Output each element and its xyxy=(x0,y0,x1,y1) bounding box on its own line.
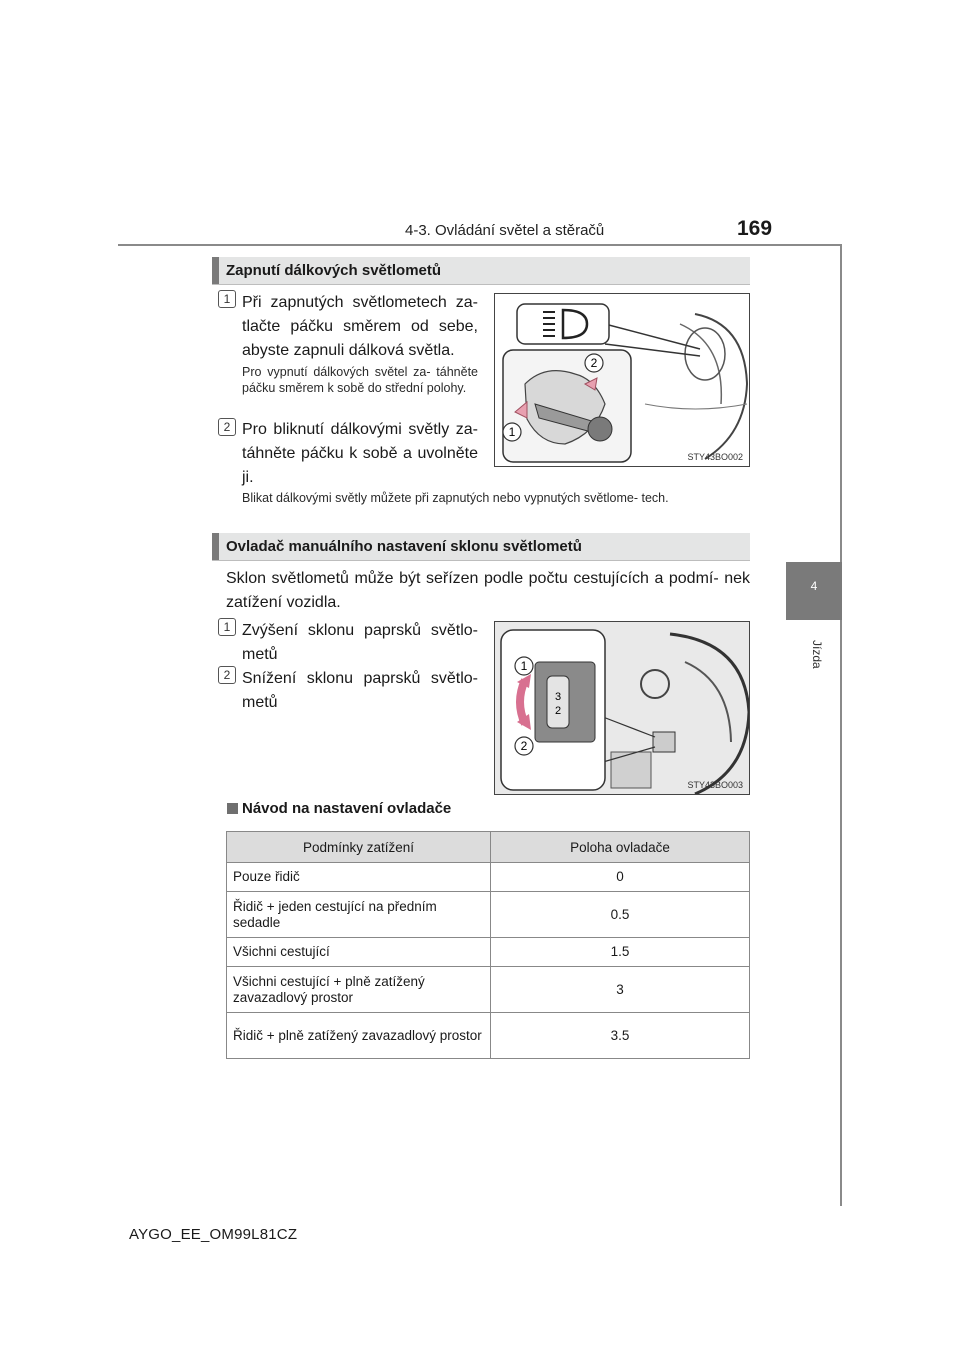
position-cell: 0 xyxy=(491,863,750,892)
section-title: Ovladač manuálního nastavení sklonu světlometů xyxy=(226,538,582,555)
item-text: Zvýšení sklonu paprsků světlo- metů xyxy=(242,622,478,663)
table-row xyxy=(227,938,750,967)
dial-mark: 3 xyxy=(554,691,562,703)
table-row xyxy=(227,1013,750,1059)
step-badge: 2 xyxy=(218,418,236,436)
intro-text: Sklon světlometů může být seřízen podle počtu cestujících a podmí- nek zatížení vozidla. xyxy=(226,570,750,611)
position-cell: 3.5 xyxy=(491,1013,750,1059)
dial-illustration xyxy=(494,621,750,795)
condition-cell: Řidič + plně zatížený zavazadlový prostor xyxy=(227,1013,491,1059)
section-heading-leveling xyxy=(212,533,750,561)
figure-label: STY43BO003 xyxy=(687,780,743,790)
guide-title: Návod na nastavení ovladače xyxy=(242,800,452,817)
side-rule xyxy=(840,246,842,1206)
note-text: Blikat dálkovými světly můžete při zapnutých nebo vypnutých světlome- tech. xyxy=(242,491,669,505)
callout-2: 2 xyxy=(520,739,528,753)
table-row xyxy=(227,892,750,938)
table-row xyxy=(227,863,750,892)
step-badge: 1 xyxy=(218,290,236,308)
condition-cell: Všichni cestující xyxy=(227,938,491,967)
note-text: Pro vypnutí dálkových světel za- táhněte páčku směrem k sobě do střední polohy. xyxy=(242,365,478,395)
position-cell: 1.5 xyxy=(491,938,750,967)
condition-cell: Řidič + jeden cestující na předním sedadle xyxy=(227,892,491,938)
dial-drawing xyxy=(495,622,750,795)
figure-label: STY43BO002 xyxy=(687,452,743,462)
document-code: AYGO_EE_OM99L81CZ xyxy=(129,1226,298,1243)
chapter-label: Jízda xyxy=(810,640,824,669)
column-header: Poloha ovladače xyxy=(491,832,750,863)
lever-illustration xyxy=(494,293,750,467)
load-position-table xyxy=(226,831,750,1059)
lever-drawing xyxy=(495,294,750,467)
callout-1: 1 xyxy=(520,659,528,673)
item-text: Snížení sklonu paprsků světlo- metů xyxy=(242,670,478,711)
item-badge: 2 xyxy=(218,666,236,684)
position-cell: 3 xyxy=(491,967,750,1013)
bullet-square-icon xyxy=(227,803,238,814)
step-text: Pro bliknutí dálkovými světly za- táhněte páčku k sobě a uvolněte ji. xyxy=(242,421,478,486)
chapter-number: 4 xyxy=(810,579,818,593)
header-rule xyxy=(118,244,842,246)
callout-1: 1 xyxy=(508,425,516,439)
dial-mark: 2 xyxy=(554,705,562,717)
running-header: 4-3. Ovládání světel a stěračů xyxy=(405,222,605,239)
condition-cell: Pouze řidič xyxy=(227,863,491,892)
condition-cell: Všichni cestující + plně zatížený zavazadlový prostor xyxy=(227,967,491,1013)
item-badge: 1 xyxy=(218,618,236,636)
page-number: 169 xyxy=(737,217,773,240)
table-row xyxy=(227,967,750,1013)
callout-2: 2 xyxy=(590,356,598,370)
chapter-tab xyxy=(786,562,842,620)
step-text: Při zapnutých světlometech za- tlačte páčku směrem od sebe, abyste zapnuli dálková světla. xyxy=(242,294,478,359)
section-title: Zapnutí dálkových světlometů xyxy=(226,262,442,279)
section-heading-high-beam xyxy=(212,257,750,285)
column-header: Podmínky zatížení xyxy=(227,832,491,863)
position-cell: 0.5 xyxy=(491,892,750,938)
